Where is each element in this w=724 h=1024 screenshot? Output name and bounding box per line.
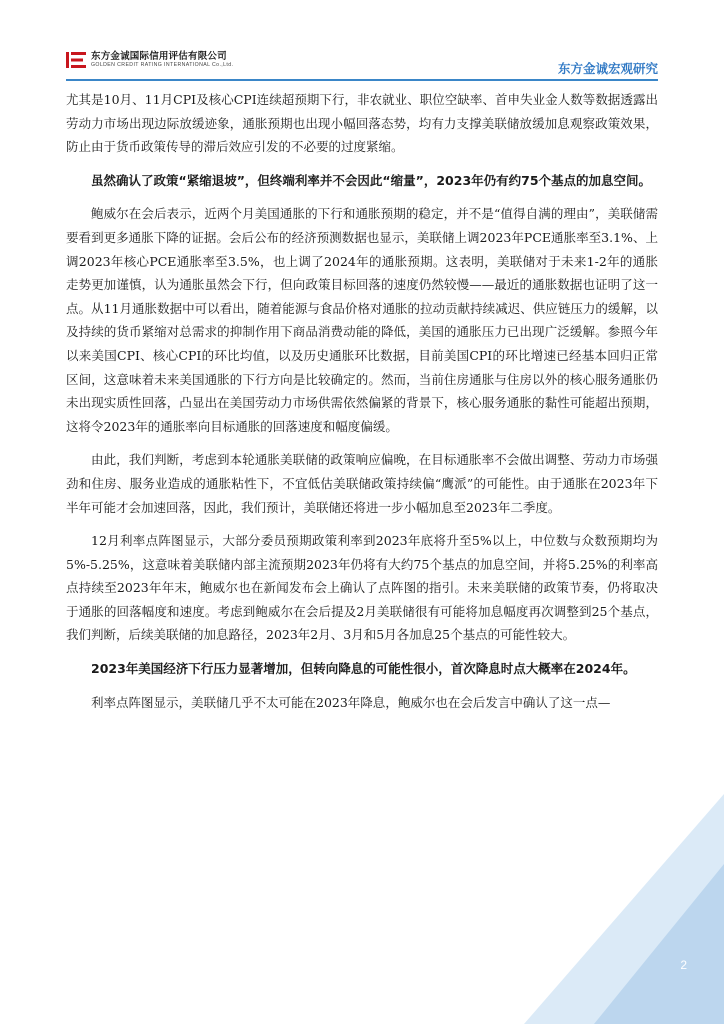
logo-english-name: GOLDEN CREDIT RATING INTERNATIONAL Co.,Ltd. bbox=[91, 62, 234, 68]
document-body bbox=[66, 88, 658, 724]
body-paragraph: 12月利率点阵图显示，大部分委员预期政策利率到2023年底将升至5%以上，中位数与众数预期均为5%-5.25%，这意味着美联储内部主流预期2023年仍将有大约75个基点的加息空间，并将5.25%的利率高点持续至2023年年末，鲍威尔也在新闻发布会上确认了点阵图的指引。未来美联储的政策节奏，仍将取决于通胀的回落幅度和速度。考虑到鲍威尔在会后提及2月美联储很有可能将加息幅度再次调整到25个基点，我们判断，后续美联储的加息路径，2023年2月、3月和5月各加息25个基点的可能性较大。 bbox=[66, 533, 658, 643]
series-title: 东方金诚宏观研究 bbox=[557, 61, 658, 76]
company-logo bbox=[66, 50, 233, 70]
section-heading: 2023年美国经济下行压力显著增加，但转向降息的可能性很小，首次降息时点大概率在2024年。 bbox=[91, 661, 636, 677]
logo-mark-icon bbox=[66, 50, 86, 70]
body-paragraph: 尤其是10月、11月CPI及核心CPI连续超预期下行，非农就业、职位空缺率、首申失业金人数等数据透露出劳动力市场出现边际放缓迹象，通胀预期也出现小幅回落态势，均有力支撑美联储放缓加息观察政策效果，防止由于货币政策传导的滞后效应引发的不必要的过度紧缩。 bbox=[66, 92, 658, 155]
section-heading: 虽然确认了政策“紧缩退坡”，但终端利率并不会因此“缩量”，2023年仍有约75个基点的加息空间。 bbox=[91, 172, 652, 188]
body-paragraph: 由此，我们判断，考虑到本轮通胀美联储的政策响应偏晚，在目标通胀率不会做出调整、劳动力市场强劲和住房、服务业造成的通胀粘性下，不宜低估美联储政策持续偏“鹰派”的可能性。由于通胀在2023年下半年可能才会加速回落，因此，我们预计，美联储还将进一步小幅加息至2023年二季度。 bbox=[66, 452, 658, 515]
logo-chinese-name: 东方金诚国际信用评估有限公司 bbox=[91, 51, 227, 62]
body-paragraph: 利率点阵图显示，美联储几乎不太可能在2023年降息，鲍威尔也在会后发言中确认了这一点— bbox=[91, 694, 611, 710]
page-header bbox=[0, 0, 724, 80]
page-number: 2 bbox=[680, 958, 687, 972]
corner-decoration bbox=[524, 794, 724, 1024]
header-divider bbox=[66, 79, 658, 81]
body-paragraph: 鲍威尔在会后表示，近两个月美国通胀的下行和通胀预期的稳定，并不是“值得自满的理由”，美联储需要看到更多通胀下降的证据。会后公布的经济预测数据也显示，美联储上调2023年PCE通胀率至3.1%、上调2023年核心PCE通胀率至3.5%，也上调了2024年的通胀预期。这表明，美联储对于未来1-2年的通胀走势更加谨慎，认为通胀虽然会下行，但向政策目标回落的速度仍然较慢——最近的通胀数据也证明了这一点。从11月通胀数据中可以看出，随着能源与食品价格对通胀的拉动贡献持续减迟、供应链压力的缓解，以及持续的货币紧缩对总需求的抑制作用下商品消费动能的降低，美国的通胀压力已出现广泛缓解。参照今年以来美国CPI、核心CPI的环比均值，以及历史通胀环比数据，目前美国CPI的环比增速已经基本回归正常区间，这意味着未来美国通胀的下行方向是比较确定的。然而，当前住房通胀与住房以外的核心服务通胀仍未出现实质性回落，凸显出在美国劳动力市场供需依然偏紧的背景下，核心服务通胀的黏性可能超出预期，这将令2023年的通胀率向目标通胀的回落速度和幅度偏缓。 bbox=[66, 206, 658, 434]
